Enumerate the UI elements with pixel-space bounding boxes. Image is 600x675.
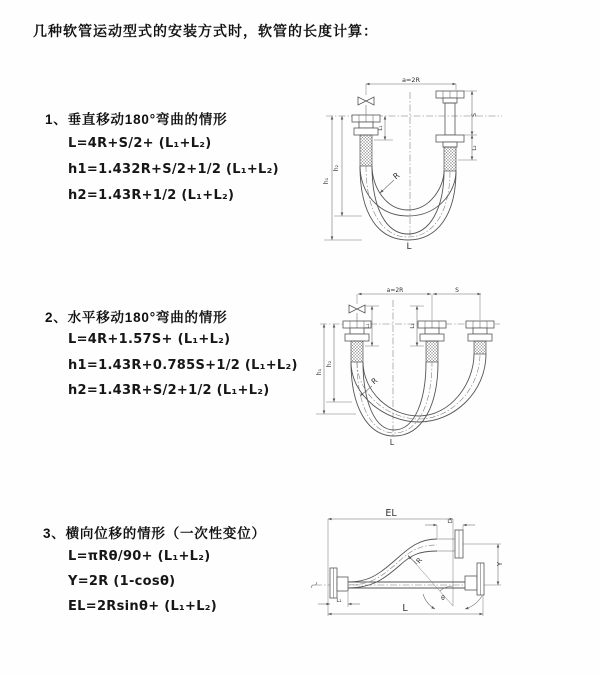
dimension-l2 [425, 519, 475, 538]
section-3-formula-Y: Y=2R (1-cosθ) [68, 574, 176, 589]
section-2-formula-L: L=4R+1.57S+ (L₁+L₂) [68, 332, 231, 347]
section-1-formula-h1: h1=1.432R+S/2+1/2 (L₁+L₂) [68, 162, 279, 177]
dim-label-h1: h₁ [323, 177, 330, 185]
diagram-lateral-displacement [305, 506, 600, 646]
dim-label-l2: L₂ [410, 323, 416, 329]
dimension-s [433, 287, 481, 320]
dim-label-l2: L₂ [447, 519, 453, 525]
braided-hose-section [444, 147, 456, 171]
diagram-horizontal-180-bend [312, 284, 592, 452]
dimension-el [328, 508, 453, 616]
dim-label-el: EL [385, 508, 397, 519]
hose-s-curve [348, 539, 437, 588]
left-flange-assembly [330, 568, 348, 598]
dim-label-y: Y [496, 561, 504, 567]
valve-icon [349, 294, 365, 321]
upper-flange-assembly [437, 530, 463, 558]
section-3-formula-L: L=πRθ/90+ (L₁+L₂) [68, 549, 211, 564]
dim-label-a2r: a=2R [401, 76, 421, 84]
section-2-heading: 2、水平移动180°弯曲的情形 [45, 310, 228, 325]
right-flange-assembly [465, 563, 484, 595]
dim-label-r: R [414, 556, 425, 566]
section-2-formula-h2: h2=1.43R+S/2+1/2 (L₁+L₂) [68, 383, 270, 398]
section-1-formula-L: L=4R+S/2+ (L₁+L₂) [68, 136, 212, 151]
dim-label-l: L [406, 242, 412, 252]
right-pipe-assembly [466, 321, 494, 354]
radius-callout [380, 171, 402, 193]
middle-pipe-assembly [418, 321, 446, 362]
dimension-l2 [472, 135, 478, 160]
dim-label-l1: L₁ [365, 323, 371, 329]
diagram-vertical-180-bend [310, 76, 600, 254]
dim-label-h2: h₂ [326, 360, 333, 368]
dim-label-h1: h₁ [316, 368, 323, 376]
dimension-l1 [318, 592, 360, 607]
valve-icon [358, 97, 374, 115]
dimension-a2r [358, 287, 432, 320]
dim-label-l2: L₂ [472, 145, 478, 151]
dim-label-l: L [389, 438, 395, 447]
section-3-formula-EL: EL=2Rsinθ+ (L₁+L₂) [68, 599, 218, 614]
page-title: 几种软管运动型式的安装方式时，软管的长度计算： [33, 23, 378, 39]
dim-label-l1: L₁ [336, 598, 342, 604]
dim-label-a2r: a=2R [386, 287, 404, 294]
braided-hose-section [360, 135, 372, 166]
dim-label-s: S [455, 287, 459, 294]
section-1-heading: 1、垂直移动180°弯曲的情形 [45, 112, 228, 127]
hose-curves [360, 166, 456, 240]
section-1-formula-h2: h2=1.43R+1/2 (L₁+L₂) [68, 188, 235, 203]
dim-label-l: L [402, 603, 408, 614]
section-3-heading: 3、横向位移的情形（一次性变位） [43, 526, 266, 541]
dim-label-r: R [369, 375, 380, 387]
left-pipe-assembly [352, 115, 380, 166]
dim-label-theta: θ [441, 595, 445, 602]
dim-label-l1: L₁ [378, 125, 384, 131]
dim-label-s: S [471, 113, 478, 117]
dimension-l [328, 595, 483, 616]
hose-curves [351, 354, 486, 436]
right-pipe-assembly [436, 91, 464, 171]
dim-label-r: R [391, 170, 402, 182]
radius-callout [360, 376, 379, 396]
section-2-formula-h1: h1=1.43R+0.785S+1/2 (L₁+L₂) [68, 358, 298, 373]
dim-label-h2: h₂ [333, 164, 340, 172]
